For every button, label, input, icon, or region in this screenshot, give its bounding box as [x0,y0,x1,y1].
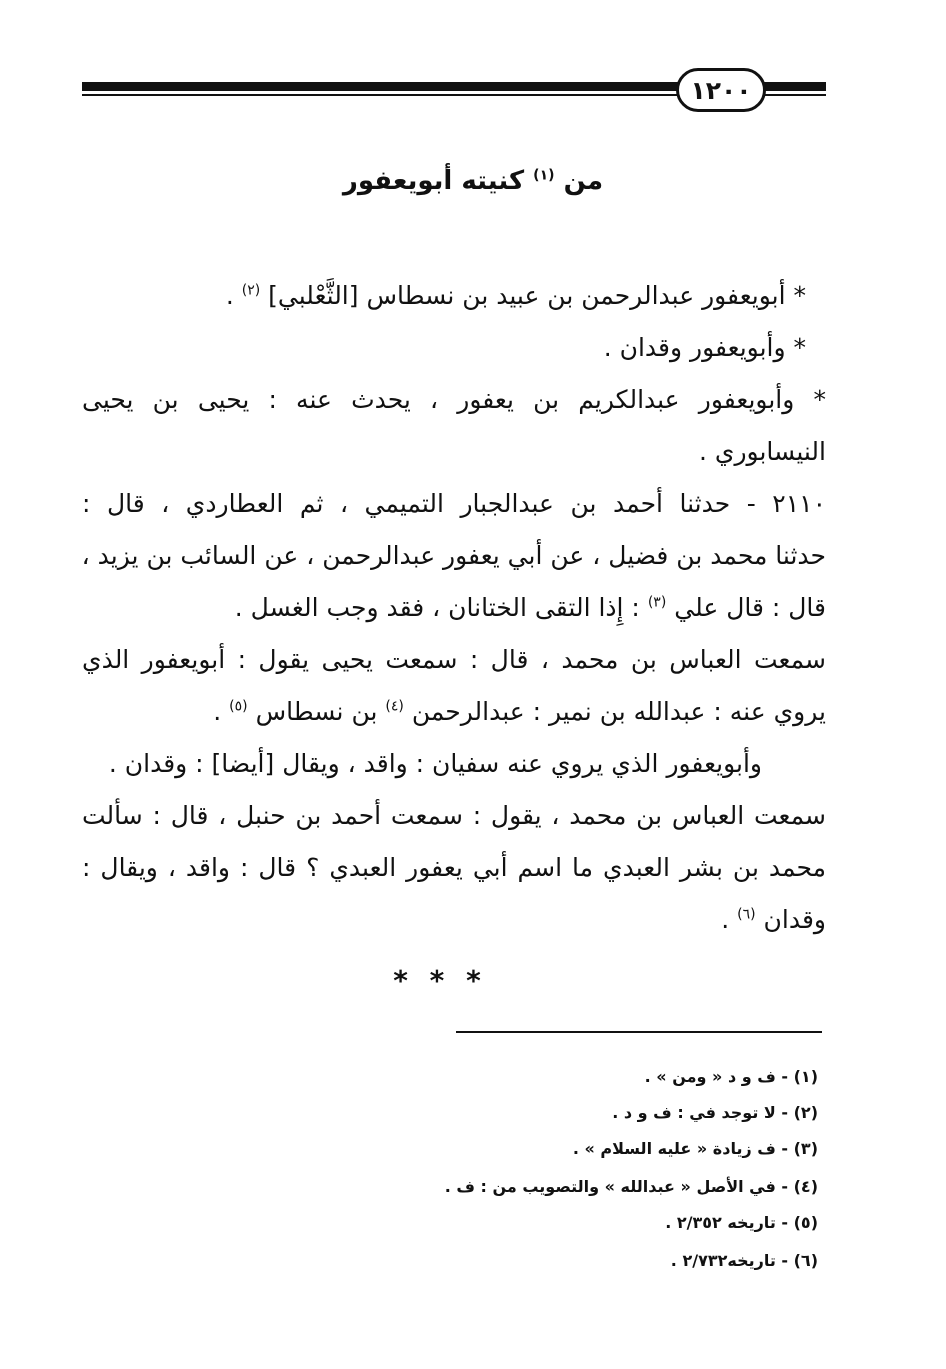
body-line: * وأبويعفور وقدان . [603,333,806,362]
body-line: سمعت العباس بن محمد ، قال : سمعت يحيى يقول : أبويعفور الذي [82,645,826,674]
body-line: قال : قال علي $^{(٣)}$ : إِذا التقى الختانان ، فقد وجب الغسل . [234,593,826,622]
body-line: سمعت العباس بن محمد ، يقول : سمعت أحمد بن حنبل ، قال : سألت [82,801,826,830]
footnote-ref: (٦) [737,906,756,923]
section-separator: * * * [393,964,487,997]
footnote-rule [456,1031,822,1033]
footnote-ref: (٥) [229,698,248,715]
heading-title: كنيته أبويعفور [342,166,525,196]
footnote: (١) - ف و د « ومن » . [644,1067,818,1086]
header-rule-right [762,82,826,102]
footnote: (٦) - تاريخه٢/٧٣٢ . [670,1251,818,1270]
footnote-ref: (٣) [647,594,667,611]
heading-footnote-ref: (١) [533,167,555,184]
body-line: * وأبويعفور عبدالكريم بن يعفور ، يحدث عنه : يحيى بن يحيى [82,385,826,414]
body-line: النيسابوري . [699,437,826,466]
page-number: ١٢٠٠ [676,68,766,112]
body-line: * أبويعفور عبدالرحمن بن عبيد بن نسطاس [الثَّعْلبي] $^{(٢)}$ . [225,281,806,310]
footnote-ref: (٤) [385,698,404,715]
body-line: ٢١١٠ - حدثنا أحمد بن عبدالجبار التميمي ، ثم العطاردي ، قال : [82,489,826,518]
body-line: وأبويعفور الذي يروي عنه سفيان : واقد ، ويقال [أيضا] : وقدان . [108,749,762,778]
footnote: (٣) - ف زيادة « عليه السلام » . [572,1139,818,1158]
heading-prefix: من [563,166,604,196]
body-line: وقدان $^{(٦)}$ . [721,905,826,934]
body-line: يروي عنه : عبدالله بن نمير : عبدالرحمن $^{(٤)}$ بن نسطاس $^{(٥)}$ . [213,697,826,726]
footnote: (٢) - لا توجد في : ف و د . [612,1103,818,1122]
footnote: (٤) - في الأصل « عبدالله » والتصويب من : ف . [444,1177,818,1196]
footnote: (٥) - تاريخه ٢/٣٥٢ . [665,1213,818,1232]
body-line: حدثنا محمد بن فضيل ، عن أبي يعفور عبدالرحمن ، عن السائب بن يزيد ، [81,541,826,570]
section-heading [200,166,746,196]
footnote-ref: (٢) [241,282,261,299]
header-rule-left [82,82,682,102]
body-line: محمد بن بشر العبدي ما اسم أبي يعفور العبدي ؟ قال : واقد ، ويقال : [82,853,826,882]
